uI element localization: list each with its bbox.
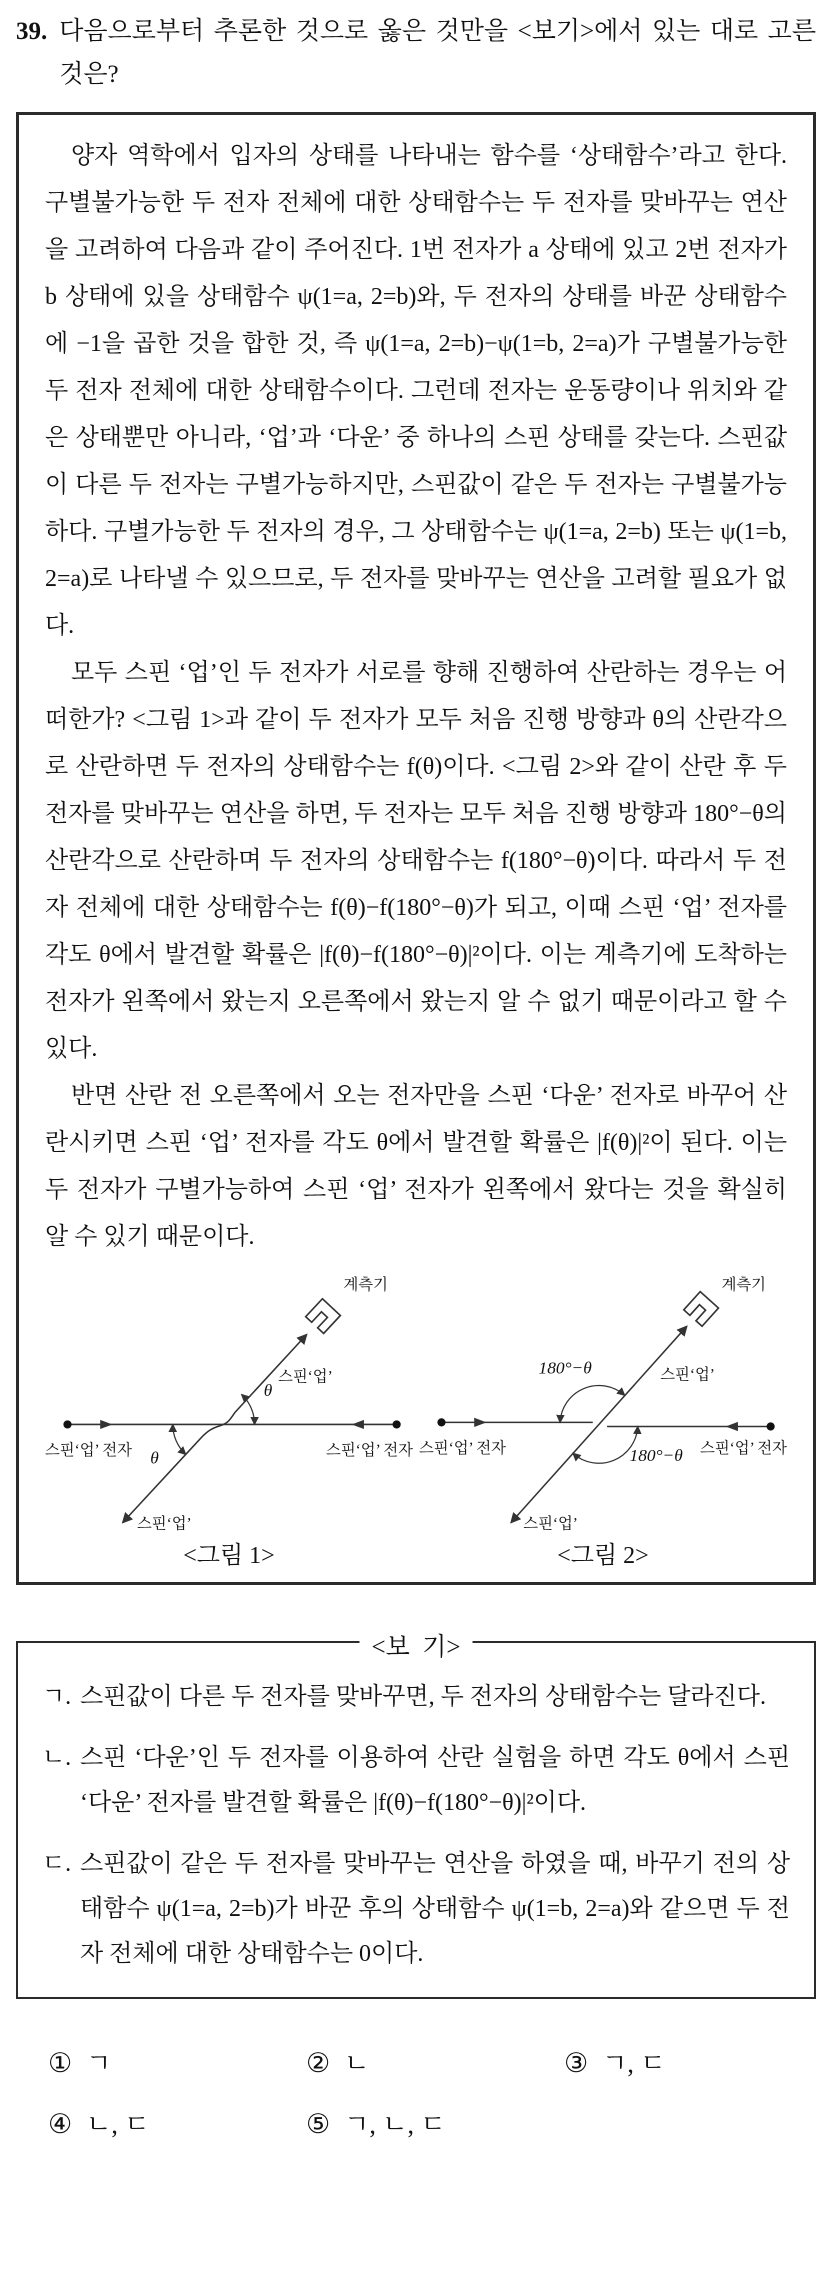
left-electron-label: 스핀‘업’ 전자 bbox=[419, 1440, 506, 1458]
choice-2-marker: ② bbox=[306, 2048, 331, 2078]
bogi-item-text: 스핀값이 다른 두 전자를 맞바꾸면, 두 전자의 상태함수는 달라진다. bbox=[80, 1684, 766, 1710]
bogi-box bbox=[16, 1634, 816, 1999]
bogi-item-text: 스핀값이 같은 두 전자를 맞바꾸는 연산을 하였을 때, 바꾸기 전의 상태함수 ψ(1=a, 2=b)가 바꾼 후의 상태함수 ψ(1=b, 2=a)와 같으면 두 전자 전체에 대한 상태함수는 0이다. bbox=[80, 1851, 790, 1967]
choice-4[interactable] bbox=[48, 2104, 306, 2141]
upper-angle-label: 180°−θ bbox=[538, 1358, 592, 1378]
choice-5-marker: ⑤ bbox=[306, 2109, 331, 2139]
passage-paragraph: 양자 역학에서 입자의 상태를 나타내는 함수를 ‘상태함수’라고 한다. 구별불가능한 두 전자 전체에 대한 상태함수는 두 전자를 맞바꾸는 연산을 고려하여 다음과 같이 주어진다. 1번 전자가 a 상태에 있고 2번 전자가 b 상태에 있을 상태함수 ψ(1=a, 2=b)와, 두 전자의 상태를 바꾼 상태함수에 −1을 곱한 것을 합한 것, 즉 ψ(1=a, 2=b)−ψ(1=b, 2=a)가 구별불가능한 두 전자 전체에 대한 상태함수이다. 그런데 전자는 운동량이나 위치와 같은 상태뿐만 아니라, ‘업’과 ‘다운’ 중 하나의 스핀 상태를 갖는다. 스핀값이 다른 두 전자는 구별가능하지만, 스핀값이 같은 두 전자는 구별불가능하다. 구별가능한 두 전자의 경우, 그 상태함수는 ψ(1=a, 2=b) 또는 ψ(1=b, 2=a)로 나타낼 수 있으므로, 두 전자를 맞바꾸는 연산을 고려할 필요가 없다. bbox=[45, 143, 787, 639]
left-electron-dot bbox=[63, 1420, 71, 1428]
scattering-diagram-1 bbox=[45, 1273, 413, 1535]
choice-3[interactable] bbox=[564, 2043, 816, 2080]
figure-2 bbox=[419, 1273, 787, 1570]
bogi-item-marker: ㄱ. bbox=[42, 1684, 72, 1710]
answer-choices bbox=[16, 2043, 816, 2141]
bogi-item-marker: ㄴ. bbox=[42, 1745, 72, 1771]
lower-angle-arc bbox=[573, 1426, 638, 1463]
choice-5-text: ㄱ, ㄴ, ㄷ bbox=[344, 2110, 446, 2139]
lower-angle-label: 180°−θ bbox=[629, 1446, 683, 1466]
left-electron-dot bbox=[437, 1418, 445, 1426]
choice-2[interactable] bbox=[306, 2043, 564, 2080]
right-electron-dot bbox=[767, 1422, 775, 1430]
choice-4-text: ㄴ, ㄷ bbox=[86, 2110, 150, 2139]
bogi-item-marker: ㄷ. bbox=[42, 1851, 72, 1877]
choice-1[interactable] bbox=[48, 2043, 306, 2080]
choice-2-text: ㄴ bbox=[344, 2049, 370, 2078]
figure-1-caption: <그림 1> bbox=[183, 1543, 275, 1569]
choice-4-marker: ④ bbox=[48, 2109, 73, 2139]
choice-5[interactable] bbox=[306, 2104, 564, 2141]
spin-up-top-label: 스핀‘업’ bbox=[278, 1368, 333, 1386]
left-motion-arrow-icon bbox=[100, 1420, 112, 1429]
spin-up-top-label: 스핀‘업’ bbox=[660, 1366, 715, 1384]
detector-label: 계측기 bbox=[343, 1276, 388, 1294]
figure-1 bbox=[45, 1273, 413, 1570]
right-electron-label: 스핀‘업’ 전자 bbox=[700, 1440, 787, 1458]
lower-angle-arc bbox=[173, 1424, 186, 1454]
choice-1-marker: ① bbox=[48, 2048, 73, 2078]
bogi-item-text: 스핀 ‘다운’인 두 전자를 이용하여 산란 실험을 하면 각도 θ에서 스핀 ‘다운’ 전자를 발견할 확률은 |f(θ)−f(180°−θ)|²이다. bbox=[80, 1745, 790, 1816]
upper-angle-arc bbox=[560, 1385, 625, 1422]
scattered-path bbox=[511, 1326, 687, 1522]
choice-3-text: ㄱ, ㄷ bbox=[602, 2049, 666, 2078]
right-motion-arrow-icon bbox=[726, 1422, 738, 1431]
question-number: 39. bbox=[16, 18, 48, 45]
detector-label: 계측기 bbox=[721, 1276, 766, 1294]
detector-icon bbox=[684, 1292, 719, 1327]
scattered-path bbox=[123, 1334, 307, 1522]
bogi-item-nieun bbox=[42, 1736, 790, 1826]
bogi-header: <보 기> bbox=[360, 1627, 473, 1663]
right-electron-dot bbox=[393, 1420, 401, 1428]
choice-3-marker: ③ bbox=[564, 2048, 589, 2078]
lower-angle-label: θ bbox=[150, 1448, 159, 1468]
choice-1-text: ㄱ bbox=[86, 2049, 112, 2078]
upper-angle-label: θ bbox=[263, 1380, 273, 1400]
bogi-item-giyeok bbox=[42, 1675, 790, 1720]
figure-2-caption: <그림 2> bbox=[557, 1543, 649, 1569]
spin-up-bottom-label: 스핀‘업’ bbox=[137, 1515, 192, 1533]
figures-row bbox=[45, 1273, 787, 1570]
bogi-item-digeut bbox=[42, 1842, 790, 1977]
passage-paragraph: 반면 산란 전 오른쪽에서 오는 전자만을 스핀 ‘다운’ 전자로 바꾸어 산란시키면 스핀 ‘업’ 전자를 각도 θ에서 발견할 확률은 |f(θ)|²이 된다. 이는 두 전자가 구별가능하여 스핀 ‘업’ 전자가 왼쪽에서 왔다는 것을 확실히 알 수 있기 때문이다. bbox=[45, 1083, 787, 1250]
detector-icon bbox=[306, 1299, 341, 1334]
passage-paragraph: 모두 스핀 ‘업’인 두 전자가 서로를 향해 진행하여 산란하는 경우는 어떠한가? <그림 1>과 같이 두 전자가 모두 처음 진행 방향과 θ의 산란각으로 산란하면 두 전자의 상태함수는 f(θ)이다. <그림 2>와 같이 산란 후 두 전자를 맞바꾸는 연산을 하면, 두 전자는 모두 처음 진행 방향과 180°−θ의 산란각으로 산란하며 두 전자의 상태함수는 f(180°−θ)이다. 따라서 두 전자 전체에 대한 상태함수는 f(θ)−f(180°−θ)가 되고, 이때 스핀 ‘업’ 전자를 각도 θ에서 발견할 확률은 |f(θ)−f(180°−θ)|²이다. 이는 계측기에 도착하는 전자가 왼쪽에서 왔는지 오른쪽에서 왔는지 알 수 없기 때문이라고 할 수 있다. bbox=[45, 660, 787, 1062]
left-electron-label: 스핀‘업’ 전자 bbox=[45, 1442, 132, 1460]
question bbox=[16, 10, 816, 96]
left-motion-arrow-icon bbox=[474, 1418, 486, 1427]
scattering-diagram-2 bbox=[419, 1273, 787, 1535]
question-text: 다음으로부터 추론한 것으로 옳은 것만을 <보기>에서 있는 대로 고른 것은? bbox=[59, 18, 816, 88]
right-electron-label: 스핀‘업’ 전자 bbox=[326, 1442, 413, 1460]
passage-box bbox=[16, 112, 816, 1585]
right-motion-arrow-icon bbox=[352, 1420, 364, 1429]
spin-up-bottom-label: 스핀‘업’ bbox=[523, 1515, 578, 1533]
